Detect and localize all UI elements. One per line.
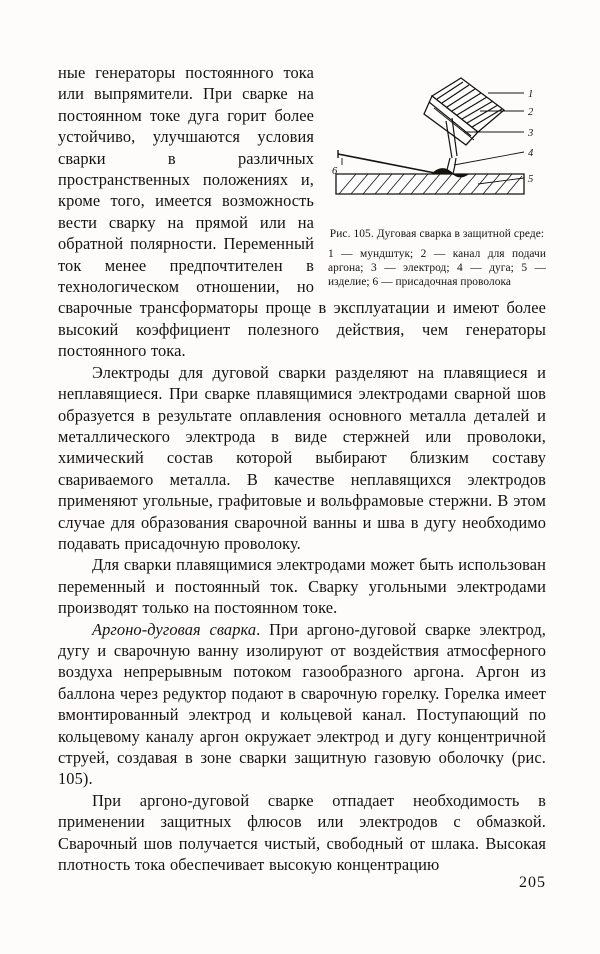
page-number: 205 xyxy=(519,874,546,891)
figure-block xyxy=(328,66,546,289)
paragraph-3: Для сварки плавящимися электродами может быть использован переменный и постоянный ток. Сварку угольными электродами производят только на постоянном токе. xyxy=(58,555,546,618)
welding-diagram-svg xyxy=(328,66,546,221)
figure-callout-3: 3 xyxy=(528,128,534,139)
figure-callout-2: 2 xyxy=(528,107,534,118)
paragraph-last: При аргоно-дуговой сварке отпадает необходимость в применении защитных флюсов или электродов с обмазкой. Сварочный шов получается чистый, свободный от шлака. Высокая плотность тока обеспечивает высокую концентрацию xyxy=(58,790,546,875)
paragraph-2: Электроды для дуговой сварки разделяют на плавящиеся и неплавящиеся. При сварке плавящимися электродами сварной шов образуется в результате оплавления основного металла деталей и металлического электрода в виде стержней или проволоки, химический состав которой выбирают близким составу свариваемого металла. В качестве неплавящихся электродов применяют угольные, графитовые и вольфрамовые стержни. В этом случае для образования сварочной ванны и шва в дугу необходимо подавать присадочную проволоку. xyxy=(58,362,546,553)
paragraph-argon-lead: Аргоно-дуговая сварка xyxy=(92,619,257,639)
figure-callout-6: 6 xyxy=(332,166,338,177)
paragraph-argon xyxy=(58,619,546,790)
paragraph-argon-rest: . При аргоно-дуговой сварке электрод, дугу и сварочную ванну изолируют от воздействия атмосферного воздуха непрерывным потоком газообразного аргона. Аргон из баллона через редуктор подают в сварочную горелку. Горелка имеет вмонтированный электрод и кольцевой канал. Поступающий по кольцевому каналу аргон окружает электрод и дугу концентричной струей, создавая в зоне сварки защитную газовую оболочку (рис. 105). xyxy=(58,619,546,789)
figure-illustration xyxy=(328,66,546,221)
figure-callout-5: 5 xyxy=(528,174,534,185)
figure-callout-1: 1 xyxy=(528,89,534,100)
paragraph-1: ные генераторы постоянного тока или выпрямители. При сварке на постоянном токе дуга горит более устойчиво, улучшаются условия сварки в различных пространственных положениях и, кроме того, имеется возможность вести сварку на прямой или на обратной полярности. Переменный ток менее предпочтителен в технологическом отношении, но сварочные трансформаторы проще в эксплуатации и имеют более высокий коэффициент полезного действия, чем генераторы постоянного тока. xyxy=(58,63,546,361)
figure-legend: 1 — мундштук; 2 — канал для подачи аргона; 3 — электрод; 4 — дуга; 5 — изделие; 6 — присадочная проволока xyxy=(328,247,546,288)
figure-callout-4: 4 xyxy=(528,148,534,159)
figure-caption-title: Рис. 105. Дуговая сварка в защитной среде: xyxy=(329,228,545,240)
figure-caption xyxy=(328,228,546,242)
page-content xyxy=(58,62,546,875)
